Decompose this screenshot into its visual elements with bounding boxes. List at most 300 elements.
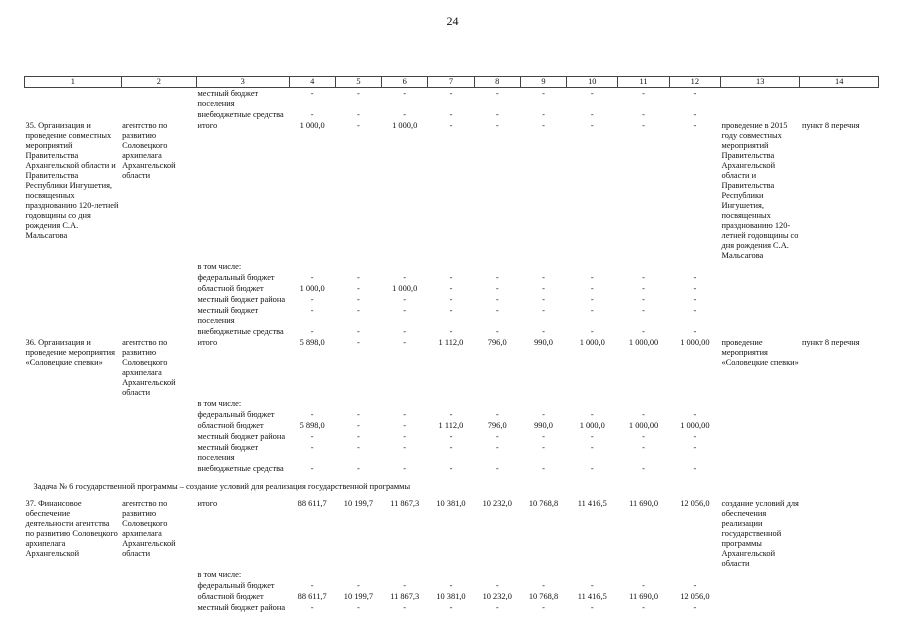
amount-cell: - [693,464,697,473]
amount-cell: - [542,284,545,293]
amount-cell: - [310,110,314,119]
executor-cell [121,88,196,110]
executor-cell [121,283,196,294]
column-header-12: 12 [669,77,720,88]
executor-cell [121,580,196,591]
amount-cell [474,569,520,580]
amount-cell: 12 056,0 [680,499,710,508]
funding-source-cell: внебюджетные средства [197,327,284,336]
amount-cell: - [642,284,645,293]
reference-cell [800,602,879,613]
amount-cell: - [495,443,499,452]
amount-cell: - [403,603,407,612]
executor-cell [121,398,196,409]
amount-cell [520,569,566,580]
amount-cell: - [495,273,499,282]
amount-cell: - [542,121,545,130]
amount-cell: - [357,443,360,452]
amount-cell: - [357,273,360,282]
event-name-cell [25,283,122,294]
page-number: 24 [446,14,459,28]
amount-cell: - [693,89,697,98]
amount-cell: - [357,295,360,304]
amount-cell: - [693,603,697,612]
amount-cell [382,261,428,272]
amount-cell: 1 000,0 [299,121,325,130]
expected-result-cell [721,409,800,420]
event-name-cell [25,272,122,283]
amount-cell [567,398,618,409]
amount-cell: - [495,89,499,98]
amount-cell [335,261,381,272]
amount-cell: - [590,443,594,452]
amount-cell: - [495,581,499,590]
amount-cell: - [642,464,645,473]
amount-cell: - [495,295,499,304]
column-header-3: 3 [197,77,290,88]
event-name-cell [25,109,122,120]
amount-cell: - [449,284,453,293]
amount-cell: - [693,110,697,119]
amount-cell: - [693,295,697,304]
event-name-cell [25,442,122,463]
amount-cell [382,569,428,580]
amount-cell: 5 898,0 [299,338,325,347]
amount-cell: - [590,89,594,98]
event-name-cell: 37. Финансовое обеспечение деятельности агентства по развитию Соловецкого архипелага Архангельской [25,499,118,558]
amount-cell: - [590,110,594,119]
expected-result-cell [721,442,800,463]
amount-cell [567,261,618,272]
event-name-cell [25,591,122,602]
amount-cell: 10 232,0 [482,592,512,601]
amount-cell: - [449,121,453,130]
funding-source-cell: федеральный бюджет [197,273,275,282]
amount-cell: 12 056,0 [680,592,710,601]
amount-cell [520,398,566,409]
amount-cell: - [590,581,594,590]
amount-cell: - [642,306,645,315]
expected-result-cell: создание условий для обеспечения реализации государственной программы Архангельской области [721,499,799,568]
reference-cell [800,305,879,326]
amount-cell [289,398,335,409]
table-row [25,109,879,120]
amount-cell: - [495,464,499,473]
reference-cell [800,580,879,591]
amount-cell: - [357,581,360,590]
column-header-4: 4 [289,77,335,88]
funding-source-cell: в том числе: [197,262,242,271]
event-name-cell [25,409,122,420]
table-row [25,591,879,602]
table-row [25,283,879,294]
amount-cell: - [449,410,453,419]
event-name-cell [25,463,122,474]
amount-cell: - [542,581,545,590]
executor-cell [121,463,196,474]
reference-cell [800,261,879,272]
amount-cell: - [495,110,499,119]
event-name-cell [25,261,122,272]
expected-result-cell [721,109,800,120]
table-row [25,442,879,463]
amount-cell: 11 867,3 [390,499,420,508]
amount-cell: 1 000,00 [628,338,659,347]
amount-cell: - [590,410,594,419]
column-header-8: 8 [474,77,520,88]
amount-cell [618,569,669,580]
task-heading-row [25,474,879,498]
amount-cell: - [403,89,407,98]
amount-cell: - [495,121,499,130]
amount-cell [428,398,474,409]
executor-cell [121,294,196,305]
amount-cell: - [357,410,360,419]
amount-cell: - [542,603,545,612]
amount-cell: 10 232,0 [482,499,512,508]
table-row [25,294,879,305]
reference-cell [800,498,879,569]
amount-cell: - [590,284,594,293]
event-name-cell [25,88,122,110]
amount-cell [520,261,566,272]
funding-source-cell: внебюджетные средства [197,464,284,473]
executor-cell [121,261,196,272]
amount-cell: - [693,273,697,282]
executor-cell [121,305,196,326]
amount-cell: - [542,273,545,282]
executor-cell [121,420,196,431]
amount-cell: - [693,327,697,336]
table-row [25,580,879,591]
amount-cell [618,398,669,409]
table-row [25,326,879,337]
amount-cell: - [693,581,697,590]
executor-cell [121,431,196,442]
executor-cell [121,109,196,120]
amount-cell: - [642,581,645,590]
amount-cell: 1 000,0 [392,284,418,293]
table-row [25,409,879,420]
amount-cell: - [357,432,360,441]
expected-result-cell [721,398,800,409]
reference-cell [800,283,879,294]
amount-cell [428,569,474,580]
expected-result-cell [721,305,800,326]
amount-cell: 796,0 [487,421,507,430]
amount-cell: - [310,295,314,304]
reference-cell [800,569,879,580]
column-header-13: 13 [721,77,800,88]
reference-cell: пункт 8 перечня [801,121,860,130]
event-name-cell [25,431,122,442]
reference-cell [800,409,879,420]
amount-cell: - [542,295,545,304]
task-heading: Задача № 6 государственной программы – создание условий для реализация государственной программы [33,482,411,491]
amount-cell: 1 000,0 [579,338,605,347]
expected-result-cell [721,261,800,272]
amount-cell: - [693,410,697,419]
amount-cell: - [590,464,594,473]
funding-source-cell: местный бюджет поселения [197,89,259,108]
amount-cell: 11 416,5 [577,592,607,601]
amount-cell: - [590,121,594,130]
amount-cell: - [642,121,645,130]
amount-cell: - [403,421,407,430]
funding-source-cell: местный бюджет района [197,432,286,441]
amount-cell: 1 000,0 [579,421,605,430]
amount-cell: - [449,581,453,590]
executor-cell [121,591,196,602]
reference-cell [800,326,879,337]
amount-cell: - [403,338,407,347]
amount-cell: 11 416,5 [577,499,607,508]
amount-cell: - [542,443,545,452]
expected-result-cell [721,294,800,305]
amount-cell: 11 867,3 [390,592,420,601]
amount-cell: 10 768,8 [528,592,559,601]
table-row [25,420,879,431]
amount-cell: - [642,410,645,419]
amount-cell: - [590,603,594,612]
amount-cell: - [310,464,314,473]
event-name-cell [25,294,122,305]
amount-cell: - [642,295,645,304]
expected-result-cell [721,602,800,613]
column-header-6: 6 [382,77,428,88]
amount-cell: 10 199,7 [343,499,374,508]
reference-cell [800,88,879,110]
amount-cell: - [542,432,545,441]
table-row [25,120,879,261]
amount-cell: 10 768,8 [528,499,559,508]
amount-cell: - [357,421,360,430]
event-name-cell [25,305,122,326]
funding-source-cell: местный бюджет района [197,295,286,304]
column-header-10: 10 [567,77,618,88]
amount-cell: - [310,89,314,98]
expected-result-cell [721,283,800,294]
amount-cell: - [495,284,499,293]
column-header-1: 1 [25,77,122,88]
amount-cell: - [542,306,545,315]
table-row [25,305,879,326]
event-name-cell [25,420,122,431]
funding-source-cell: местный бюджет поселения [197,443,259,462]
amount-cell: - [403,327,407,336]
amount-cell: - [403,432,407,441]
amount-cell: 796,0 [487,338,507,347]
amount-cell: - [403,306,407,315]
event-name-cell [25,580,122,591]
reference-cell [800,398,879,409]
amount-cell: - [310,581,314,590]
amount-cell: 1 000,0 [299,284,325,293]
table-row [25,431,879,442]
amount-cell: 1 000,00 [680,338,710,347]
expected-result-cell [721,580,800,591]
amount-cell: 1 000,00 [628,421,659,430]
amount-cell: - [403,410,407,419]
amount-cell: - [642,327,645,336]
funding-source-cell: федеральный бюджет [197,410,275,419]
amount-cell: - [495,327,499,336]
amount-cell: - [357,338,360,347]
reference-cell [800,109,879,120]
amount-cell: - [642,432,645,441]
amount-cell: - [693,432,697,441]
amount-cell: - [357,603,360,612]
amount-cell: - [495,306,499,315]
amount-cell: - [357,110,360,119]
executor-cell [121,326,196,337]
expected-result-cell [721,569,800,580]
amount-cell: - [642,603,645,612]
amount-cell [567,569,618,580]
table-row [25,498,879,569]
reference-cell: пункт 8 перечня [801,338,860,347]
executor-cell [121,409,196,420]
funding-source-cell: итого [197,338,218,347]
amount-cell: - [542,464,545,473]
amount-cell: - [403,464,407,473]
reference-cell [800,420,879,431]
table-row [25,569,879,580]
reference-cell [800,591,879,602]
amount-cell: - [310,603,314,612]
amount-cell: - [449,295,453,304]
table-row [25,272,879,283]
amount-cell: - [310,327,314,336]
table-row [25,88,879,110]
amount-cell [382,398,428,409]
amount-cell: 11 690,0 [629,592,659,601]
amount-cell: - [357,121,360,130]
amount-cell: - [357,284,360,293]
amount-cell: - [449,273,453,282]
amount-cell: - [642,89,645,98]
amount-cell: - [542,410,545,419]
reference-cell [800,272,879,283]
funding-source-cell: внебюджетные средства [197,110,284,119]
expected-result-cell [721,420,800,431]
amount-cell: - [642,443,645,452]
column-header-5: 5 [335,77,381,88]
event-name-cell [25,326,122,337]
amount-cell: - [590,327,594,336]
event-name-cell [25,398,122,409]
expected-result-cell [721,431,800,442]
amount-cell: - [590,273,594,282]
executor-cell [121,272,196,283]
funding-source-cell: местный бюджет района [197,603,286,612]
amount-cell: - [310,306,314,315]
table-row [25,261,879,272]
amount-cell [289,261,335,272]
executor-cell: агентство по развитию Соловецкого архипелага Архангельской области [122,338,176,397]
expected-result-cell [721,88,800,110]
amount-cell: - [449,306,453,315]
amount-cell: - [449,443,453,452]
amount-cell: - [310,443,314,452]
amount-cell: - [310,410,314,419]
amount-cell [289,569,335,580]
executor-cell: агентство по развитию Соловецкого архипелага Архангельской области [122,499,176,558]
amount-cell: 88 611,7 [297,499,327,508]
funding-source-cell: итого [197,121,218,130]
funding-source-cell: федеральный бюджет [197,581,275,590]
funding-source-cell: областной бюджет [197,592,264,601]
amount-cell: 88 611,7 [297,592,327,601]
amount-cell: - [693,121,697,130]
amount-cell: - [542,110,545,119]
amount-cell: - [693,284,697,293]
expected-result-cell [721,463,800,474]
amount-cell [428,261,474,272]
amount-cell: - [542,89,545,98]
amount-cell: - [495,603,499,612]
table-row [25,463,879,474]
column-header-row [25,77,879,88]
amount-cell: 1 000,0 [392,121,418,130]
column-header-14: 14 [800,77,879,88]
amount-cell: - [642,273,645,282]
expected-result-cell [721,272,800,283]
amount-cell: - [403,443,407,452]
reference-cell [800,431,879,442]
reference-cell [800,463,879,474]
column-header-2: 2 [121,77,196,88]
amount-cell: - [403,110,407,119]
amount-cell [335,398,381,409]
amount-cell: - [403,273,407,282]
amount-cell: 10 199,7 [343,592,374,601]
amount-cell [669,261,720,272]
amount-cell [474,398,520,409]
amount-cell: - [590,306,594,315]
expected-result-cell [721,591,800,602]
amount-cell: 10 381,0 [436,592,466,601]
funding-source-cell: в том числе: [197,399,242,408]
amount-cell: 11 690,0 [629,499,659,508]
funding-source-cell: областной бюджет [197,421,264,430]
event-name-cell [25,602,122,613]
amount-cell: - [310,432,314,441]
amount-cell: 1 000,00 [680,421,710,430]
amount-cell: 990,0 [534,421,553,430]
amount-cell: - [449,603,453,612]
amount-cell: - [642,110,645,119]
program-table [24,76,879,613]
amount-cell: - [357,327,360,336]
table-row [25,398,879,409]
amount-cell: - [590,432,594,441]
amount-cell: 5 898,0 [299,421,325,430]
amount-cell [474,261,520,272]
event-name-cell: 36. Организация и проведение мероприятия «Соловецкие спевки» [25,338,116,367]
funding-source-cell: местный бюджет поселения [197,306,259,325]
funding-source-cell: в том числе: [197,570,242,579]
amount-cell: - [693,443,697,452]
executor-cell: агентство по развитию Соловецкого архипелага Архангельской области [122,121,176,180]
funding-source-cell: итого [197,499,218,508]
amount-cell: 1 112,0 [438,421,464,430]
amount-cell: - [357,306,360,315]
amount-cell: - [403,581,407,590]
amount-cell: - [590,295,594,304]
amount-cell: - [449,432,453,441]
amount-cell: - [449,89,453,98]
